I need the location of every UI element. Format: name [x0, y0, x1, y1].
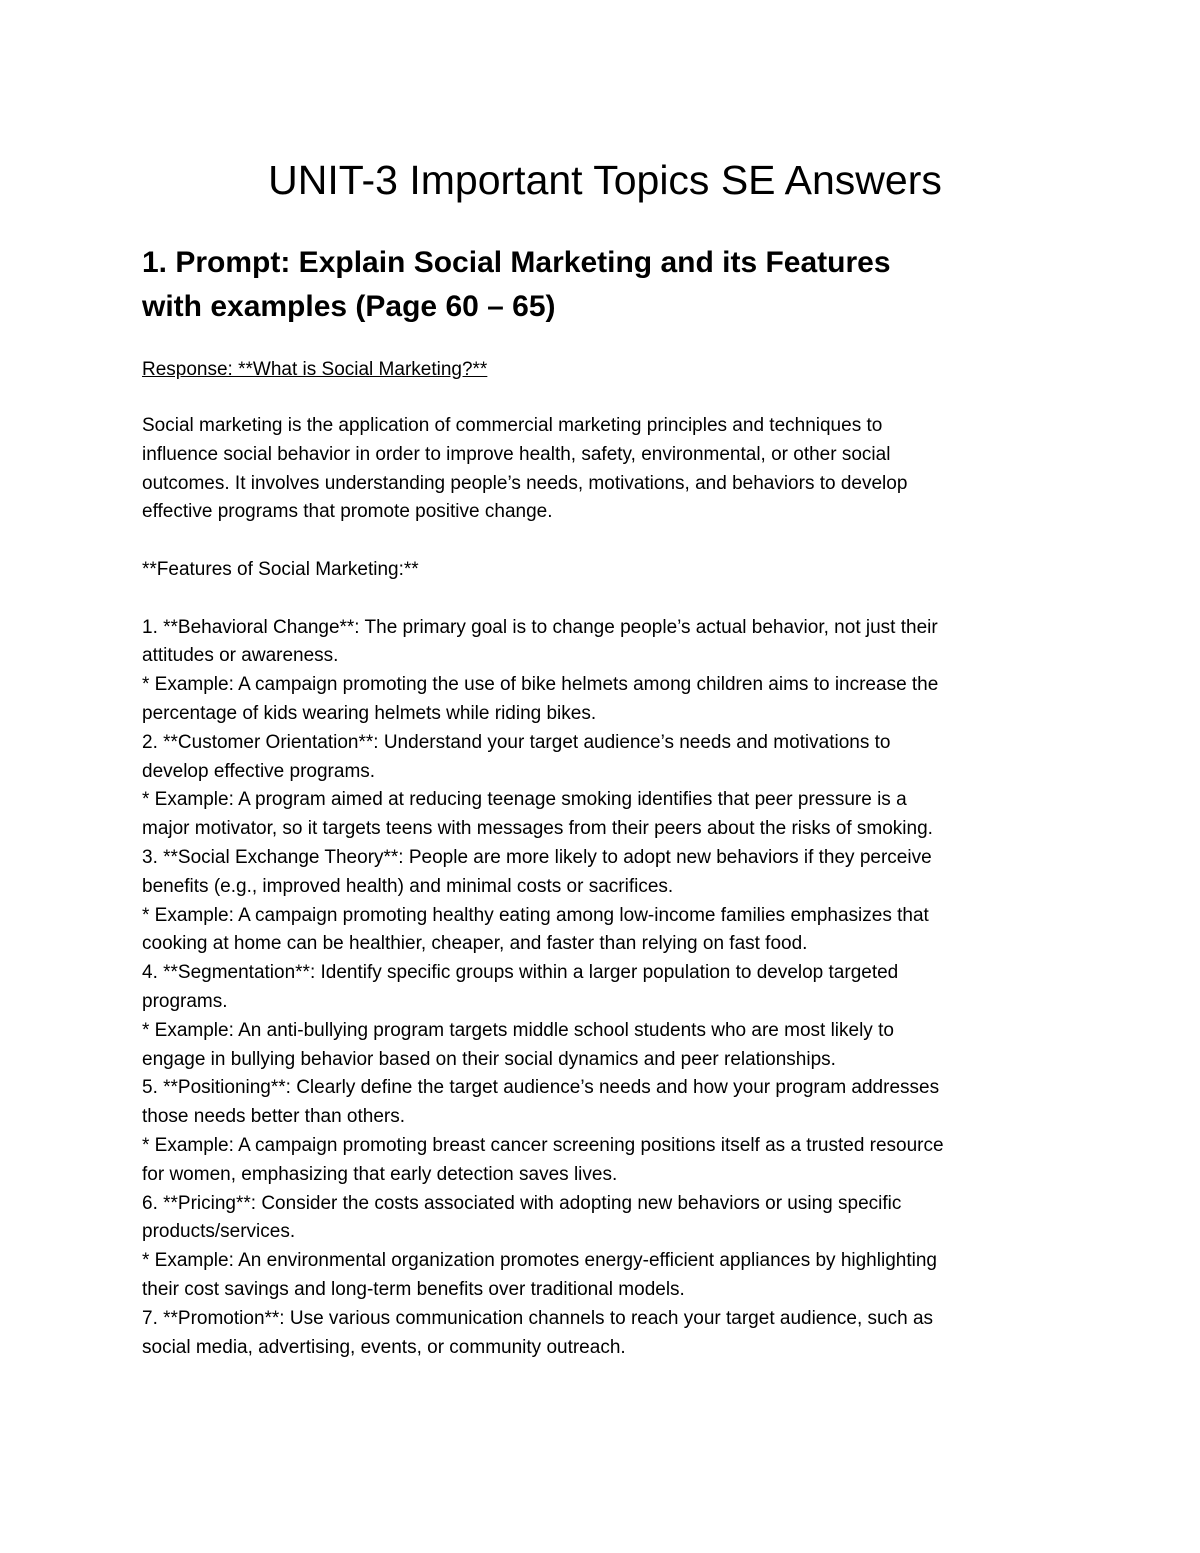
feature-line: products/services. [142, 1221, 296, 1243]
feature-line: social media, advertising, events, or community outreach. [142, 1336, 626, 1358]
intro-line: effective programs that promote positive change. [142, 501, 553, 523]
feature-line: develop effective programs. [142, 760, 376, 782]
prompt-heading-line-2: with examples (Page 60 – 65) [142, 290, 556, 323]
feature-line: * Example: A campaign promoting healthy eating among low-income families emphasizes that [142, 904, 929, 926]
feature-line: their cost savings and long-term benefits over traditional models. [142, 1278, 685, 1300]
intro-line: outcomes. It involves understanding people’s needs, motivations, and behaviors to develop [142, 472, 908, 494]
feature-line: major motivator, so it targets teens with messages from their peers about the risks of smoking. [142, 818, 933, 840]
feature-line: percentage of kids wearing helmets while riding bikes. [142, 702, 597, 724]
feature-line: * Example: A campaign promoting breast cancer screening positions itself as a trusted resource [142, 1134, 944, 1156]
feature-line: for women, emphasizing that early detection saves lives. [142, 1163, 618, 1185]
intro-paragraph [142, 412, 1062, 527]
feature-line: engage in bullying behavior based on their social dynamics and peer relationships. [142, 1048, 836, 1070]
feature-line: programs. [142, 990, 228, 1012]
feature-line: benefits (e.g., improved health) and minimal costs or sacrifices. [142, 875, 674, 897]
feature-line: 7. **Promotion**: Use various communication channels to reach your target audience, such as [142, 1307, 934, 1329]
feature-line: 5. **Positioning**: Clearly define the target audience’s needs and how your program addresses [142, 1077, 940, 1099]
intro-line: influence social behavior in order to improve health, safety, environmental, or other social [142, 443, 891, 465]
feature-line: * Example: A campaign promoting the use of bike helmets among children aims to increase the [142, 674, 939, 696]
document-title: UNIT-3 Important Topics SE Answers [268, 157, 942, 203]
intro-line: Social marketing is the application of commercial marketing principles and techniques to [142, 415, 883, 436]
feature-line: 2. **Customer Orientation**: Understand your target audience’s needs and motivations to [142, 731, 891, 753]
feature-line: * Example: An environmental organization promotes energy-efficient appliances by highlighting [142, 1250, 937, 1272]
feature-line: those needs better than others. [142, 1106, 406, 1128]
features-heading: **Features of Social Marketing:** [142, 558, 419, 580]
feature-line: * Example: A program aimed at reducing teenage smoking identifies that peer pressure is a [142, 789, 907, 811]
prompt-heading [142, 241, 1062, 329]
spacer [142, 527, 1062, 556]
feature-line: 3. **Social Exchange Theory**: People are more likely to adopt new behaviors if they perceive [142, 846, 932, 868]
feature-line: cooking at home can be healthier, cheaper, and faster than relying on fast food. [142, 933, 808, 955]
document-page [142, 150, 1062, 1362]
spacer [142, 585, 1062, 614]
prompt-heading-line-1: 1. Prompt: Explain Social Marketing and its Features [142, 246, 891, 279]
feature-line: 4. **Segmentation**: Identify specific groups within a larger population to develop targeted [142, 962, 899, 984]
feature-line: 1. **Behavioral Change**: The primary goal is to change people’s actual behavior, not just their [142, 616, 938, 638]
feature-line: 6. **Pricing**: Consider the costs associated with adopting new behaviors or using specific [142, 1192, 902, 1214]
response-label: Response: **What is Social Marketing?** [142, 359, 488, 380]
feature-line: attitudes or awareness. [142, 645, 339, 667]
features-list [142, 614, 1062, 1363]
feature-line: * Example: An anti-bullying program targets middle school students who are most likely to [142, 1019, 894, 1041]
